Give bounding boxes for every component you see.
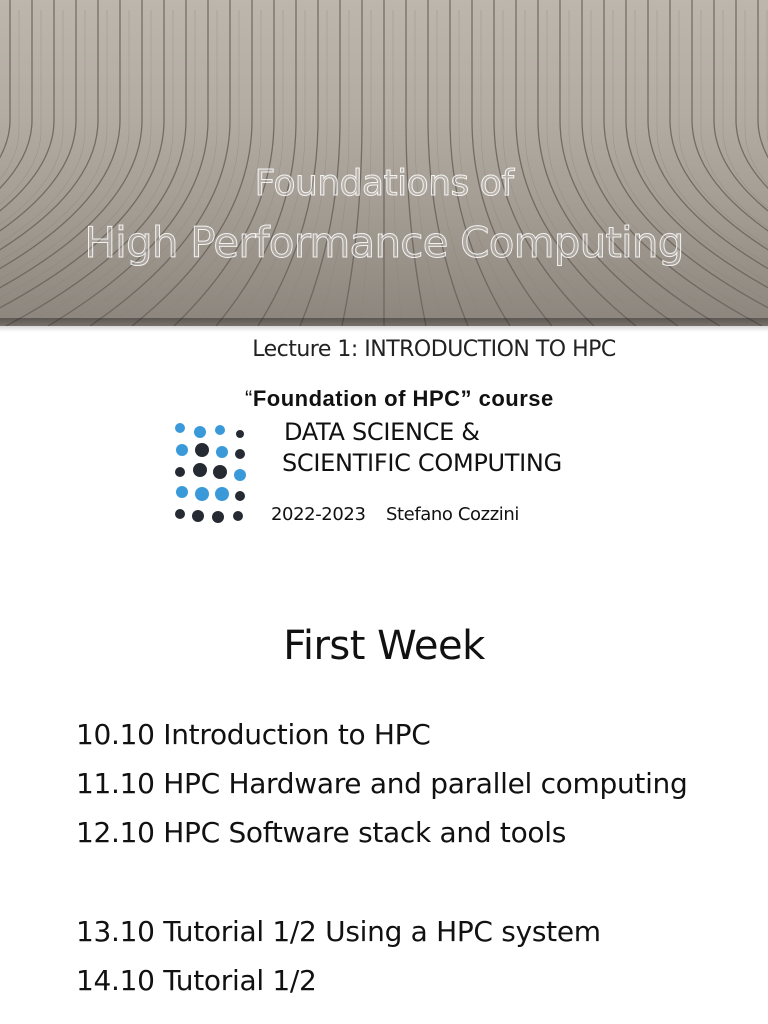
schedule-item: 13.10 Tutorial 1/2 Using a HPC system (76, 915, 601, 948)
week-title: First Week (283, 623, 485, 669)
logo-dot (193, 463, 207, 477)
author-name: Stefano Cozzini (386, 504, 519, 525)
logo-dot (175, 423, 185, 433)
schedule-item: 11.10 HPC Hardware and parallel computing (76, 767, 688, 800)
course-open-quote: “ (245, 386, 253, 411)
logo-dot (175, 467, 185, 477)
logo-dot (235, 491, 245, 501)
program-line-2: SCIENTIFIC COMPUTING (282, 449, 562, 477)
academic-years: 2022-2023 (271, 504, 366, 525)
wood-banner-image (0, 0, 768, 326)
logo-dot (215, 487, 229, 501)
title-line-1: Foundations of (254, 163, 514, 204)
schedule-item: 12.10 HPC Software stack and tools (76, 816, 566, 849)
logo-dot (195, 487, 209, 501)
title-line-2: High Performance Computing (84, 218, 684, 267)
course-suffix: course (472, 386, 554, 411)
logo-dot (234, 469, 246, 481)
logo-dot (213, 465, 227, 479)
logo-dot (216, 446, 228, 458)
program-line-1: DATA SCIENCE & (284, 418, 480, 446)
logo-dot (215, 425, 225, 435)
dssc-logo-icon (170, 420, 250, 530)
logo-dot (194, 426, 206, 438)
course-name-bold: Foundation of HPC” (252, 386, 473, 411)
logo-dot (176, 486, 188, 498)
logo-dot (192, 510, 204, 522)
logo-dot (212, 511, 224, 523)
schedule-item: 14.10 Tutorial 1/2 (76, 964, 317, 997)
schedule-slide (0, 545, 768, 1024)
logo-dot (235, 449, 245, 459)
logo-dot (176, 444, 188, 456)
lecture-subtitle: Lecture 1: INTRODUCTION TO HPC (252, 337, 616, 362)
logo-dot (233, 511, 243, 521)
logo-dot (195, 443, 209, 457)
banner-shadow (0, 318, 768, 332)
schedule-item: 10.10 Introduction to HPC (76, 718, 431, 751)
logo-dot (175, 509, 185, 519)
course-name (245, 386, 554, 412)
logo-dot (236, 430, 244, 438)
